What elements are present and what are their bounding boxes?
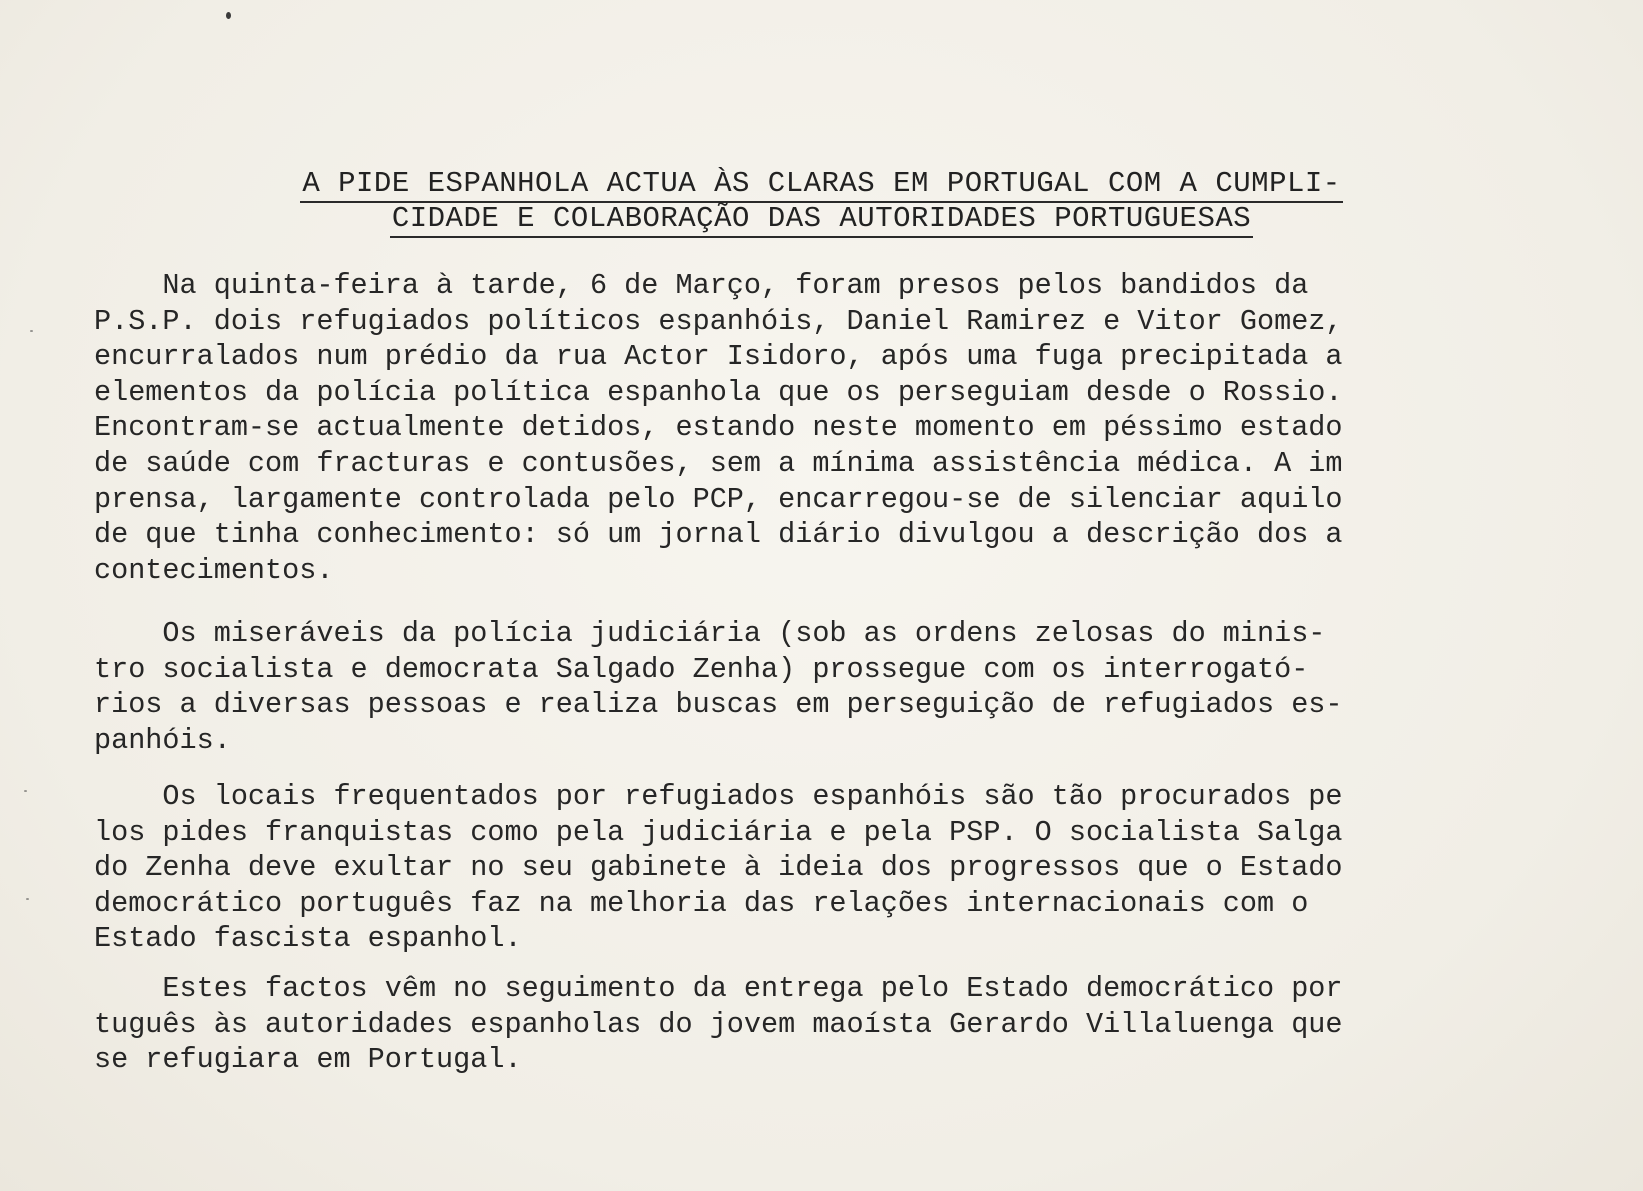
text-line: tro socialista e democrata Salgado Zenha) prossegue com os interrogató- <box>94 652 1309 686</box>
document-title-line-2 <box>0 201 1643 237</box>
text-line: tuguês às autoridades espanholas do jovem maoísta Gerardo Villaluenga que <box>94 1007 1343 1041</box>
text-line: rios a diversas pessoas e realiza buscas em perseguição de refugiados es- <box>94 688 1343 722</box>
paragraph-3 <box>94 779 1554 957</box>
ink-speck <box>226 12 231 19</box>
text-line: do Zenha deve exultar no seu gabinete à ideia dos progressos que o Estado <box>94 851 1343 885</box>
text-line: prensa, largamente controlada pelo PCP, encarregou-se de silenciar aquilo <box>94 482 1343 516</box>
text-line: Na quinta-feira à tarde, 6 de Março, foram presos pelos bandidos da <box>94 269 1309 302</box>
ink-speck <box>26 898 29 900</box>
ink-speck <box>30 330 33 332</box>
text-line: Os locais frequentados por refugiados espanhóis são tão procurados pe <box>94 780 1343 813</box>
title-text-1: A PIDE ESPANHOLA ACTUA ÀS CLARAS EM PORTUGAL COM A CUMPLI- <box>300 167 1342 203</box>
text-line: P.S.P. dois refugiados políticos espanhóis, Daniel Ramirez e Vitor Gomez, <box>94 304 1343 338</box>
text-line: de saúde com fracturas e contusões, sem a mínima assistência médica. A im <box>94 446 1343 480</box>
paragraph-4 <box>94 971 1554 1078</box>
text-line: Os miseráveis da polícia judiciária (sob as ordens zelosas do minis- <box>94 617 1326 650</box>
text-line: elementos da polícia política espanhola que os perseguiam desde o Rossio. <box>94 375 1343 409</box>
text-line: Estes factos vêm no seguimento da entrega pelo Estado democrático por <box>94 972 1343 1005</box>
text-line: panhóis. <box>94 723 231 757</box>
document-title-line-1 <box>0 166 1643 202</box>
paragraph-2 <box>94 616 1554 758</box>
text-line: democrático português faz na melhoria das relações internacionais com o <box>94 886 1309 920</box>
text-line: los pides franquistas como pela judiciária e pela PSP. O socialista Salga <box>94 815 1343 849</box>
text-line: de que tinha conhecimento: só um jornal diário divulgou a descrição dos a <box>94 518 1343 552</box>
text-line: encurralados num prédio da rua Actor Isidoro, após uma fuga precipitada a <box>94 340 1343 374</box>
text-line: se refugiara em Portugal. <box>94 1043 522 1077</box>
text-line: Estado fascista espanhol. <box>94 922 522 956</box>
ink-speck <box>24 790 27 792</box>
title-text-2: CIDADE E COLABORAÇÃO DAS AUTORIDADES PORTUGUESAS <box>390 202 1253 238</box>
paragraph-1 <box>94 268 1554 588</box>
text-line: Encontram-se actualmente detidos, estando neste momento em péssimo estado <box>94 411 1343 445</box>
text-line: contecimentos. <box>94 553 334 587</box>
